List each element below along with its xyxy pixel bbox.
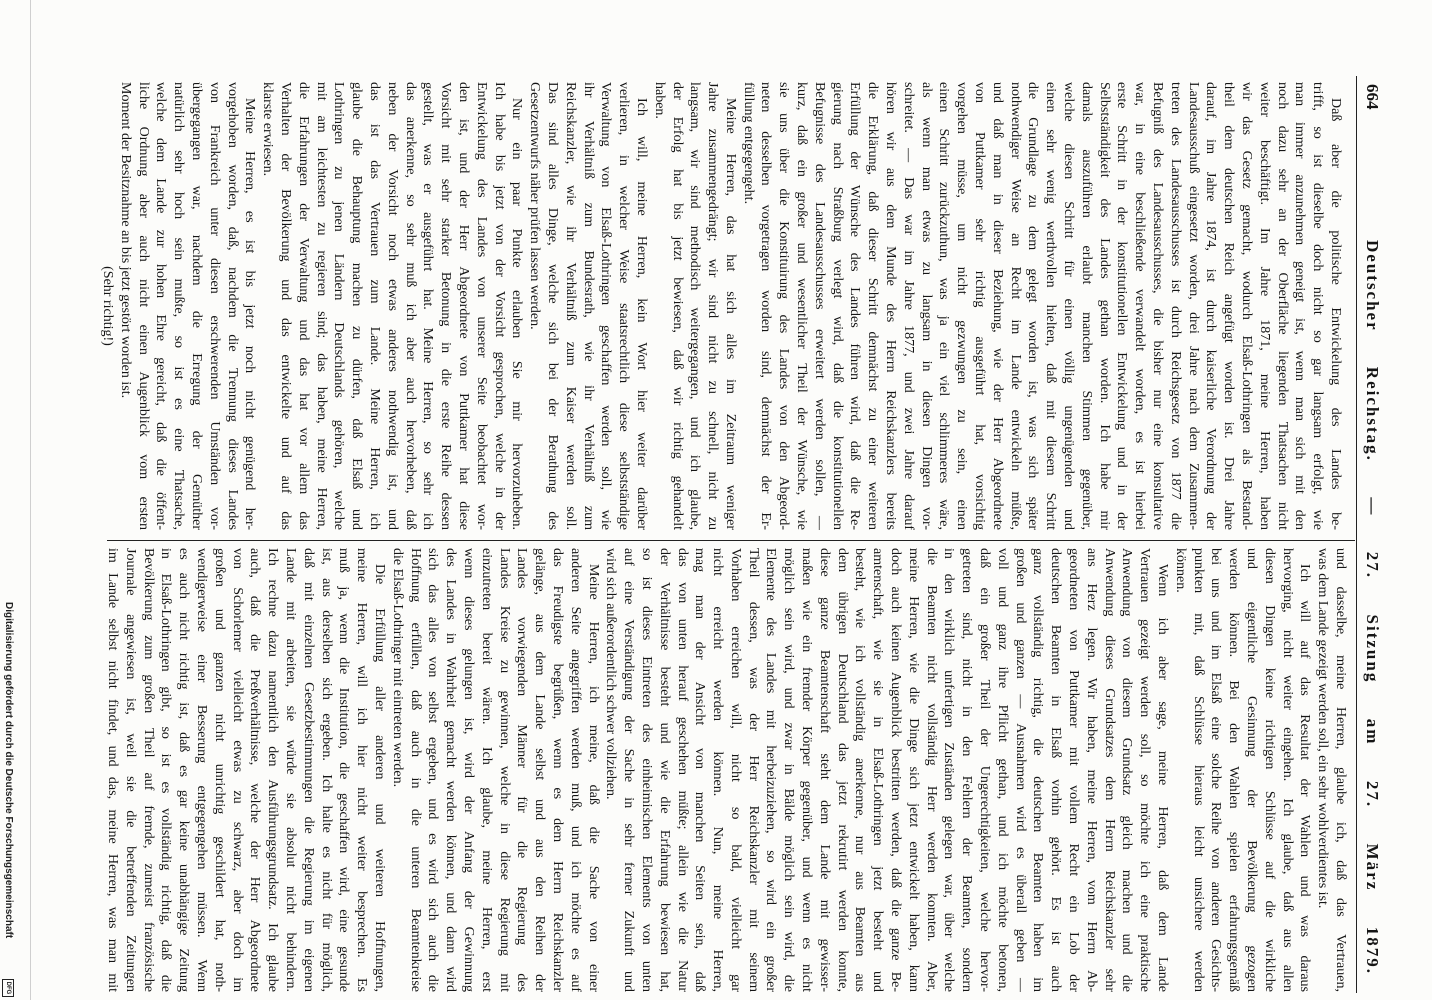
text-line: Vorhaben erreichen will, nicht so bald, vielleicht gar <box>727 548 743 992</box>
text-line: ganz vollständig richtig, die deutschen Beamten haben im <box>1030 548 1046 992</box>
text-line: besteht, wie ich vollständig anerkenne, nur aus Beamten aus <box>852 548 868 992</box>
paragraph <box>103 548 388 992</box>
text-line: sie uns über die Konstituirung des Landes von den Abgeord- <box>776 82 792 530</box>
text-line: Ich rechne dazu namentlich den Ausführungsgrundsatz. Ich glaube <box>265 548 281 992</box>
text-line: die Grundlage zu dem gelegt worden ist, was sich später <box>1025 82 1041 530</box>
text-line: Daß aber die politische Entwickelung des Landes be- <box>1328 98 1343 530</box>
text-line: Ich habe bis jetzt von der Vorsicht gesprochen, welche in der <box>491 82 507 530</box>
text-line: Befugniß des Landesausschusses, die bisher nur eine konsultative <box>1150 82 1166 530</box>
paragraph <box>116 82 258 530</box>
page-header <box>1362 0 1382 1000</box>
text-line: voll und ganz ihre Pflicht gethan, und ich möchte betonen, <box>994 548 1010 992</box>
text-line: gestellt, was er ausgeführt hat. Meine Herren, so sehr ich <box>420 82 436 530</box>
text-line: glaube die Behauptung machen zu dürfen, daß Elsaß und <box>349 82 365 530</box>
text-line: Verwaltung von Elsaß-Lothringen geschaffen werden soll, wie <box>598 82 614 530</box>
text-line: neben der Vorsicht noch etwas anderes nothwendig ist, und <box>384 82 400 530</box>
text-line: war, in eine beschließende verwandelt worden, es ist hierbei <box>1132 82 1148 530</box>
text-line: so ist dieses Eintreten des einheimischen Elements von unten <box>638 548 654 992</box>
text-line: daß mit einzelnen Gesetzbestimmungen die Regierung im eigenen <box>300 548 316 992</box>
text-line: welche diesen Schritt für einen völlig ungenügenden und <box>1061 82 1077 530</box>
text-line: Vorsicht mit sehr starker Betonung in die erste Reihe dessen <box>438 82 454 530</box>
text-line: in den wirklich unfertigen Zuständen gelegen war, über welche <box>941 548 957 992</box>
text-line: welche dem Lande zur hohen Ehre gereicht, daß die öffent- <box>153 82 169 530</box>
text-line: Jahre zusammengedrängt; wir sind nicht zu schnell, nicht zu <box>705 82 721 530</box>
text-line: das anerkenne, so sehr muß ich aber auch hervorheben, daß <box>402 82 418 530</box>
text-line: können. <box>1172 548 1188 593</box>
text-line: weiter beschäftigt. Im Jahre 1871, meine Herren, haben <box>1256 82 1272 530</box>
text-line: Meine Herren, es ist bis jetzt noch nicht genügend her- <box>242 98 258 530</box>
text-line: theil dem deutschen Reich angefügt worden ist. Drei Jahre <box>1221 82 1237 530</box>
text-line: anderen Seite angegriffen werden muß, und ich möchte es auf <box>567 548 583 992</box>
paragraph <box>650 82 739 530</box>
text-line: langsam, wir sind methodisch weitergegangen, und ich glaube, <box>687 82 703 530</box>
text-line: Anwendung dieses Grundsatzes dem Herrn Reichskanzler sehr <box>1101 548 1117 992</box>
text-line: treten des Landesausschusses ist durch Reichsgesetz von 1877 die <box>1167 82 1183 530</box>
text-line: wenn dieses gelungen ist, wird der Anfang der Gewinnung <box>460 548 476 992</box>
text-line: übergegangen war, nachdem die Erregung der Gemüther <box>189 82 204 530</box>
text-line: Entwickelung des Landes von unserer Seite beobachtet wor- <box>473 82 489 530</box>
text-line: Reichskanzler, wie ihr Verhältniß zum Kaiser werden soll. <box>562 82 578 530</box>
text-line: man immer anzunehmen geneigt ist, wenn man sich mit den <box>1292 82 1308 530</box>
paragraph <box>1171 548 1313 992</box>
text-line: natürlich sehr hoch sein mußte, so ist es eine Thatsache, <box>171 82 187 530</box>
text-line: großen und ganzen nicht unrichtig geschildert hat, noth- <box>211 548 227 992</box>
text-line: Nur ein paar Punkte erlauben Sie mir hervorzuheben. <box>509 98 525 530</box>
text-line: Landes Kreise zu gewinnen, welche in diese Regierung mit <box>496 548 512 992</box>
text-line: Vertrauen gezeigt werden soll, so möchte ich eine praktische <box>1137 548 1153 992</box>
page-number: 664 <box>1363 84 1382 110</box>
text-line: (Sehr richtig!) <box>100 266 116 346</box>
text-line: die Erfahrungen der Verwaltung und das hat vor allem das <box>295 82 311 530</box>
paragraph <box>602 548 1172 992</box>
text-line: Selbstständigkeit des Landes gethan worden. Ich habe mir <box>1096 82 1112 530</box>
text-line: doch auch keinen Augenblick bestritten werden, daß die ganze Be- <box>888 548 904 992</box>
text-line: Anwendung von diesem Grundsatz gleich machen und die <box>1119 548 1135 992</box>
text-line: und eigentliche Gesinnung der Bevölkerung gezogen <box>1244 548 1260 992</box>
text-line: sich das alles von selbst ergeben, und es wird sich auch die <box>425 548 441 992</box>
text-line: Meine Herren, das hat sich alles im Zeitraum weniger <box>722 98 738 530</box>
text-line: wendigerweise einer Besserung entgegengehen müssen. Wenn <box>194 548 209 992</box>
text-line: meine Herren, wie die Dinge sich jetzt entwickelt haben, kann <box>905 548 921 992</box>
text-line: Gesetzentwurfs näher prüfen lassen werden. <box>527 82 543 330</box>
text-line: geordneten von Puttkamer mit vollem Recht ein Lob der <box>1066 548 1082 992</box>
text-line: ans Herz legen. Wir haben, meine Herren, vom Herrn Ab- <box>1083 548 1099 992</box>
text-line: Die Erfüllung aller anderen und weiteren Hoffnungen, <box>371 564 387 992</box>
text-line: erste Schritt in der konstitutionellen Entwickelung und in der <box>1114 82 1130 530</box>
text-line: Hoffnung erfüllen, daß auch in die unteren Beamtenkreise <box>407 548 423 992</box>
text-line: meine Herren, will ich hier nicht weiter besprechen. Es <box>354 548 370 992</box>
text-line: Lande mit arbeiten, sie würde sie absolut nicht behindern. <box>282 548 298 992</box>
text-line: der Verhältnisse besteht und wie die Erfahrung bewiesen hat, <box>656 548 672 992</box>
text-line: das Freudigste begrüßen, wenn es dem Herrn Reichskanzler <box>549 548 565 992</box>
text-line: Theil dessen, was der Herr Reichskanzler mit seinem <box>745 548 761 992</box>
text-line: ist, aus derselben sich ergeben. Ich halte es nicht für möglich, <box>318 548 334 992</box>
text-line: noch dazu sehr an der Oberfläche liegenden Thatsachen nicht <box>1274 82 1290 530</box>
text-line: von Frankreich unter diesen erschwerenden Umständen vor- <box>206 82 222 530</box>
text-line: kurz, daß ein großer und wesentlicher Theil der Wünsche, wie <box>794 82 810 530</box>
text-line: auf eine Verständigung der Sache in sehr ferner Zukunft und <box>621 548 637 992</box>
text-line: mag man der Ansicht von manchen Seiten sein, daß <box>692 548 708 992</box>
text-line: von Schorlemer vielleicht etwas zu schwarz, aber doch im <box>229 548 245 992</box>
text-line: die Beamten nicht vollständig Herr werden konnten. Aber, <box>923 548 939 992</box>
text-line: was dem Lande gezeigt werden soll, ein sehr wohlverdientes ist. <box>1315 548 1331 909</box>
text-line: klarste erwiesen. <box>260 82 276 177</box>
text-line: vorgehoben worden, daß, nachdem die Trennung dieses Landes <box>224 82 240 530</box>
text-line: einen sehr wenig werthvollen hielten, daß mit diesem Schritt <box>1043 82 1059 530</box>
text-line: und dasselbe, meine Herren, glaube ich, daß das Vertrauen, <box>1333 548 1348 992</box>
text-line: ihr Verhältniß zum Bundesrath, wie ihr Verhältniß zum <box>580 82 596 530</box>
text-line: muß ja, wenn die Institution, die geschaffen wird, eine gesunde <box>336 548 352 992</box>
paragraph <box>1313 548 1349 992</box>
text-line: amtenschaft, wie sie in Elsaß-Lothringen jetzt besteht und <box>870 548 886 992</box>
text-line: Befugnisse des Landesausschusses erweitert werden sollen, — <box>811 82 827 530</box>
text-line: darauf, im Jahre 1874, ist durch kaiserliche Verordnung der <box>1203 82 1219 530</box>
text-line: Bevölkerung zum großen Theil auf fremde, zumeist französische <box>140 548 156 992</box>
text-line: Ich will, meine Herren, kein Wort hier weiter darüber <box>633 98 649 530</box>
text-line: hervorging, nicht weiter eingehen. Ich glaube, daß aus allen <box>1279 548 1295 992</box>
text-line: Landesausschuß eingesetzt worden, drei Jahre nach dem Zusammen- <box>1185 82 1201 530</box>
paragraph <box>388 548 602 992</box>
column-divider <box>107 540 1355 541</box>
text-column-left <box>98 82 1344 530</box>
text-line: Das sind alles Dinge, welche sich bei der Berathung des <box>544 82 560 530</box>
text-line: nicht erreicht werden können. Nun, meine Herren, <box>710 548 726 992</box>
dfg-logo-icon: DFG <box>2 979 14 997</box>
text-line: das ist das Vertrauen zum Lande. Meine Herren, ich <box>366 82 382 530</box>
text-line: auch, daß die Preßverhältnisse, welche der Herr Abgeordnete <box>247 548 263 992</box>
interjection <box>98 82 116 530</box>
text-line: neten desselben vorgetragen worden sind, demnächst der Er- <box>758 82 774 530</box>
text-line: Moment der Besitznahme an bis jetzt gestört worden ist. <box>117 82 133 399</box>
text-line: Verhalten der Bevölkerung und das entwickelte und auf das <box>277 82 293 530</box>
text-line: Lothringen zu jenen Ländern Deutschlands gehören, welche <box>331 82 347 530</box>
text-line: Ich will auf das Resultat der Wahlen und was daraus <box>1297 564 1313 992</box>
text-line: Wenn ich aber sage, meine Herren, daß dem Lande <box>1155 564 1171 992</box>
text-line: diese ganze Beamtenschaft steht dem Lande mit gewisser- <box>816 548 832 992</box>
text-line: es auch nicht richtig ist, daß es gar keine unabhängige Zeitung <box>176 548 192 992</box>
text-line: liche Ordnung aber auch nicht einen Augenblick vom ersten <box>135 82 151 530</box>
text-line: das von unten herauf geschehen müßte; allein wie die Natur <box>674 548 690 992</box>
running-title: Deutscher Reichstag. — 27. Sitzung am 27. März 1879. <box>1363 240 1382 975</box>
digitization-credit: Digitalisierung gefördert durch die Deutsche Forschungsgemeinschaft <box>3 602 14 939</box>
text-line: damals auszuführen erlaubt manchen Stimmen gegenüber, <box>1078 82 1094 530</box>
text-line: einzutreten bereit wären. Ich glaube, meine Herren, erst <box>478 548 494 992</box>
text-line: den ist, und der Herr Abgeordnete von Puttkamer hat diese <box>455 82 471 530</box>
text-line: mit am leichtesten zu regieren sind; das haben, meine Herren, <box>313 82 329 530</box>
text-line: von Puttkamer sehr richtig ausgeführt hat, vorsichtig <box>972 82 988 530</box>
text-line: diesen Dingen keine richtigen Schlüsse auf die wirkliche <box>1261 548 1277 992</box>
text-line: gelänge, aus dem Lande selbst und aus den Reihen der <box>532 548 548 992</box>
text-line: Erfüllung der Wünsche des Landes führen wird, daß die Re- <box>847 82 863 530</box>
text-column-right <box>103 548 1349 992</box>
text-line: verlieren, in welcher Weise staatsrechtlich diese selbstständige <box>616 82 632 530</box>
text-line: schreitet. — Das war im Jahre 1877, und zwei Jahre darauf <box>900 82 916 530</box>
text-line: die Erklärung, daß dieser Schritt demnächst zu einer weiteren <box>865 82 881 530</box>
text-line: daß ein großer Theil der Ungerechtigkeiten, welche hervor- <box>977 548 993 992</box>
paragraph <box>739 82 1344 530</box>
text-line: dem übrigen Deutschland das jetzt rekrutirt werden konnte, <box>834 548 850 992</box>
text-line: einen Schritt zurückzuthun, was ja ein viel schlimmeres wäre, <box>936 82 952 530</box>
text-line: und daß man in dieser Beziehung, wie der Herr Abgeordnete <box>989 82 1005 530</box>
text-line: wird sich außerordentlich schwer vollziehen. <box>603 548 619 800</box>
text-line: Meine Herren, ich meine, daß die Sache von einer <box>585 564 601 992</box>
text-line: bei uns und im Elsaß eine solche Reihe von anderen Gesichts- <box>1208 548 1224 992</box>
text-line: in Elsaß-Lothringen gibt, so ist es vollständig richtig, daß die <box>158 548 174 992</box>
text-line: Journale angewiesen ist, weil sie die betreffenden Zeitungen <box>122 548 138 992</box>
text-line: möglich sein wird, und zwar in Bälde möglich sein wird, die <box>781 548 797 992</box>
text-line: nothwendiger Weise an Recht im Lande entwickeln müßte, <box>1007 82 1023 530</box>
text-line: getreten sind, nicht in den Fehlern der Beamten, sondern <box>959 548 975 992</box>
text-line: vorgehen müsse, um nicht gezwungen zu sein, einen <box>954 82 970 530</box>
text-line: des Landes in Wahrheit gemacht werden können, und dann wird <box>443 548 459 992</box>
text-line: deutschen Beamten in Elsaß vorhin gehört. Es ist auch <box>1048 548 1064 992</box>
text-line: als wenn man etwas zu langsam in diesen Dingen vor- <box>918 82 934 530</box>
text-line: trifft, so ist dieselbe doch nicht so gar langsam erfolgt, wie <box>1310 82 1326 530</box>
text-line: füllung entgegengeht. <box>740 82 756 205</box>
text-line: Landes vorwiegenden Männer für die Regierung des <box>514 548 530 992</box>
text-line: haben. <box>651 82 667 119</box>
text-line: die Elsaß-Lothringer mit eintreten werden. <box>389 548 405 788</box>
text-line: großen und ganzen — Ausnahmen wird es überall geben — <box>1012 548 1028 992</box>
paragraph <box>258 82 525 530</box>
text-line: Elemente des Landes mit herbeizuziehen, so wird ein großer <box>763 548 779 992</box>
text-line: werden können. Bei den Wahlen spielen erfahrungsgemäß <box>1226 548 1242 992</box>
text-line: hören wir aus dem Munde des Herrn Reichskanzlers bereits <box>883 82 899 530</box>
paragraph <box>525 82 650 530</box>
text-line: punkten mit, daß Schlüsse hieraus leicht unsichere werden <box>1190 548 1206 992</box>
text-line: im Lande selbst nicht findet, und das, meine Herren, was man mit <box>105 548 121 992</box>
text-line: wir das Gesetz gemacht, wodurch Elsaß-Lothringen als Bestand- <box>1239 82 1255 530</box>
text-line: gierung nach Straßburg verlegt wird, daß die konstitutionellen <box>829 82 845 530</box>
text-line: der Erfolg hat bis jetzt bewiesen, daß wir richtig gehandelt <box>669 82 685 530</box>
header-rule <box>1356 76 1357 993</box>
text-line: maßen wie ein fremder Körper gegenüber, und wenn es nicht <box>799 548 815 992</box>
